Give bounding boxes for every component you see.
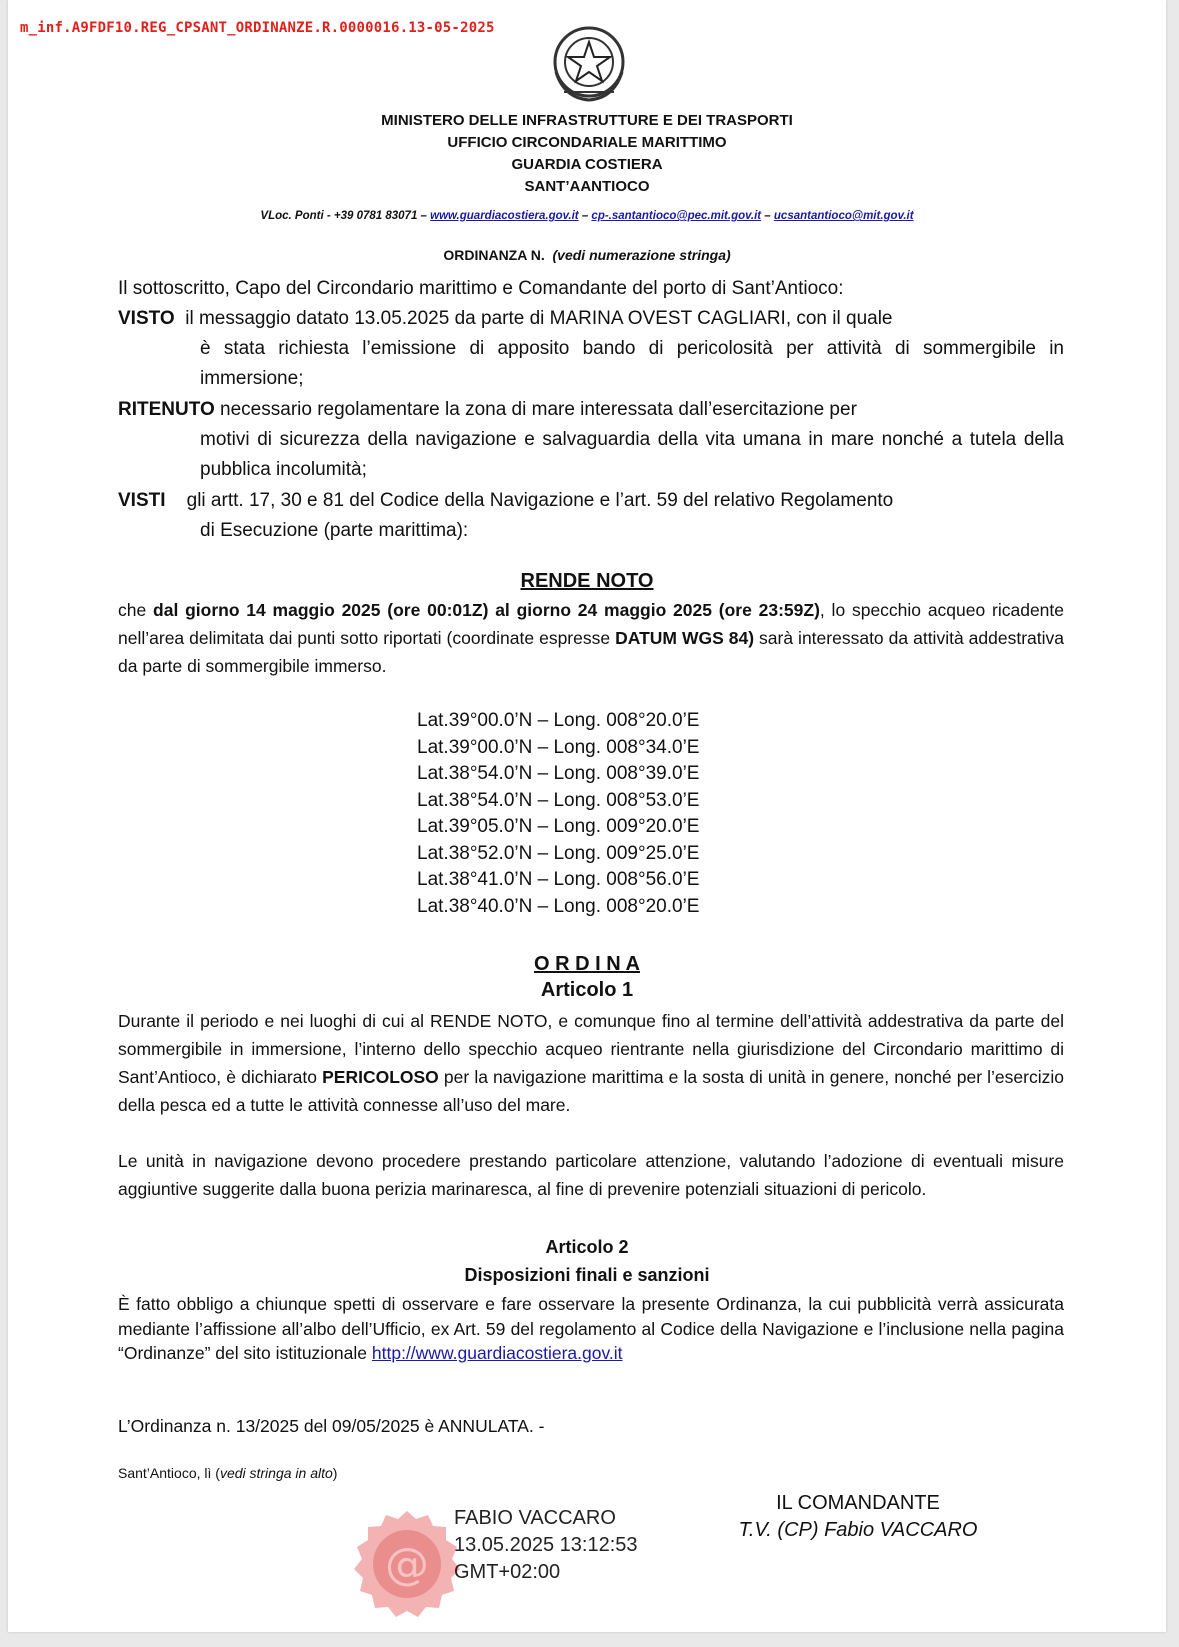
office-line: UFFICIO CIRCONDARIALE MARITTIMO	[447, 134, 727, 151]
commander-name: T.V. (CP) Fabio VACCARO	[738, 1519, 978, 1541]
email-link[interactable]: ucsantantioco@mit.gov.it	[773, 210, 914, 222]
ritenuto-first-line	[118, 395, 1064, 425]
article-1-text: per la navigazione marittima e la sosta di unità in genere, nonché per l’esercizio della pesca ed a tutte le attività connesse all’uso del mare.	[118, 1067, 1064, 1115]
article-1-paragraph-2: Le unità in navigazione devono procedere prestando particolare attenzione, valutando l’adozione di eventuali misure aggiuntive suggerite dalla buona perizia marinaresca, al fine di prevenire potenziali situazioni di pericolo.	[118, 1151, 1064, 1199]
institutional-site-link[interactable]: http://www.guardiacostiera.gov.it	[371, 1343, 623, 1363]
article-1-text: Durante il periodo e nei luoghi di cui al RENDE NOTO, e comunque fino al termine dell’attività addestrativa da parte del sommergibile in immersione, l’interno dello specchio acqueo rientrante nella giurisdizione del Circondario marittimo di Sant’Antioco, è dichiarato	[118, 1011, 1064, 1087]
rende-noto-text: , lo specchio acqueo ricadente nell’area delimitata dai punti sotto riportati (coordinate espresse	[118, 600, 1065, 648]
place-text: Sant’Antioco, lì (	[118, 1465, 220, 1481]
visto-continuation: è stata richiesta l’emissione di apposito bando di pericolosità per attività di sommergibile in immersione;	[200, 338, 1064, 389]
coordinate-point: Lat.38°41.0’N – Long. 008°56.0’E	[417, 869, 700, 890]
coordinates-list	[417, 708, 699, 920]
coordinate-point: Lat.39°05.0’N – Long. 009°20.0’E	[417, 816, 700, 837]
signature-timestamp: 13.05.2025 13:12:53	[454, 1534, 638, 1556]
ordinance-number	[8, 247, 1166, 263]
article-1-title: Articolo 1	[540, 979, 634, 1001]
location-line: SANT’AANTIOCO	[524, 178, 650, 195]
article-2-paragraph	[118, 1292, 1064, 1366]
signature-timezone: GMT+02:00	[454, 1561, 561, 1583]
visti-continuation: di Esecuzione (parte marittima):	[200, 520, 469, 541]
intro-paragraph: Il sottoscritto, Capo del Circondario marittimo e Comandante del porto di Sant’Antioco:	[118, 278, 844, 299]
ritenuto-label: RITENUTO	[118, 399, 215, 420]
commander-block	[708, 1490, 1008, 1544]
ordinance-label: ORDINANZA N.	[443, 247, 545, 263]
signer-name: FABIO VACCARO	[454, 1507, 616, 1529]
article-2-subtitle: Disposizioni finali e sanzioni	[464, 1265, 710, 1285]
coordinate-point: Lat.38°54.0’N – Long. 008°53.0’E	[417, 789, 700, 811]
article-2-title: Articolo 2	[545, 1237, 629, 1257]
digital-signature-seal-icon	[348, 1505, 466, 1623]
visto-text: il messaggio datato 13.05.2025 da parte di MARINA OVEST CAGLIARI, con il quale	[185, 308, 893, 329]
ritenuto-text: necessario regolamentare la zona di mare interessata dall’esercitazione per	[220, 399, 857, 420]
svg-text:@: @	[385, 1539, 429, 1590]
annulment-notice: L’Ordinanza n. 13/2025 del 09/05/2025 è ANNULATA. -	[118, 1416, 545, 1436]
separator: –	[761, 210, 774, 222]
visto-first-line	[118, 304, 1064, 334]
coordinate-point: Lat.39°00.0’N – Long. 008°34.0’E	[417, 736, 700, 758]
separator: –	[578, 210, 592, 222]
website-link[interactable]: www.guardiacostiera.gov.it	[430, 210, 579, 222]
coordinate-point: Lat.38°54.0’N – Long. 008°39.0’E	[417, 763, 700, 784]
visti-label: VISTI	[118, 490, 166, 511]
ritenuto-continuation: motivi di sicurezza della navigazione e salvaguardia della vita umana in mare nonché a tutela della pubblica incolumità;	[200, 429, 1064, 480]
rende-noto-text: che	[118, 600, 154, 620]
visto-label: VISTO	[118, 308, 175, 329]
place-note: vedi stringa in alto	[219, 1465, 333, 1481]
visti-first-line	[118, 486, 1064, 516]
protocol-string: m_inf.A9FDF10.REG_CPSANT_ORDINANZE.R.0000016.13-05-2025	[20, 20, 495, 36]
pericoloso-label: PERICOLOSO	[322, 1067, 439, 1087]
digital-signature-block	[454, 1505, 638, 1586]
rende-noto-paragraph	[118, 596, 1064, 680]
ministry-line: MINISTERO DELLE INFRASTRUTTURE E DEI TRASPORTI	[381, 112, 793, 129]
article-2-text: È fatto obbligo a chiunque spetti di osservare e fare osservare la presente Ordinanza, la cui pubblicità verrà assicurata mediante l’affissione all’albo dell’Ufficio, ex Art. 59 del regolamento al Codice della Navigazione e l’inclusione nella pagina “Ordinanze” del sito istituzionale	[118, 1294, 1064, 1363]
ordina-title: O R D I N A	[534, 953, 640, 975]
place-text: )	[332, 1465, 338, 1481]
pec-email-link[interactable]: cp-.santantioco@pec.mit.gov.it	[591, 210, 762, 222]
article-1-paragraph-1	[118, 1007, 1064, 1119]
rende-noto-period: dal giorno 14 maggio 2025 (ore 00:01Z) al giorno 24 maggio 2025 (ore 23:59Z)	[153, 600, 820, 620]
visti-text: gli artt. 17, 30 e 81 del Codice della Navigazione e l’art. 59 del relativo Regolamento	[186, 490, 894, 511]
coast-guard-line: GUARDIA COSTIERA	[511, 156, 663, 173]
document-page	[8, 0, 1166, 1632]
rende-noto-datum: DATUM WGS 84)	[615, 628, 755, 648]
coordinate-point: Lat.39°00.0’N – Long. 008°20.0’E	[417, 710, 700, 731]
commander-title: IL COMANDANTE	[776, 1492, 940, 1514]
contacts-line	[8, 210, 1166, 222]
italian-republic-emblem-icon	[544, 20, 634, 106]
rende-noto-text: sarà interessato da attività addestrativa da parte di sommergibile immerso.	[118, 628, 1064, 676]
address-phone: VLoc. Ponti - +39 0781 83071 –	[260, 210, 431, 222]
place-date	[118, 1459, 1064, 1487]
coordinate-point: Lat.38°52.0’N – Long. 009°25.0’E	[417, 842, 700, 864]
ordinance-note: (vedi numerazione stringa)	[552, 247, 731, 263]
rende-noto-title: RENDE NOTO	[520, 570, 654, 592]
coordinate-point: Lat.38°40.0’N – Long. 008°20.0’E	[417, 895, 700, 917]
